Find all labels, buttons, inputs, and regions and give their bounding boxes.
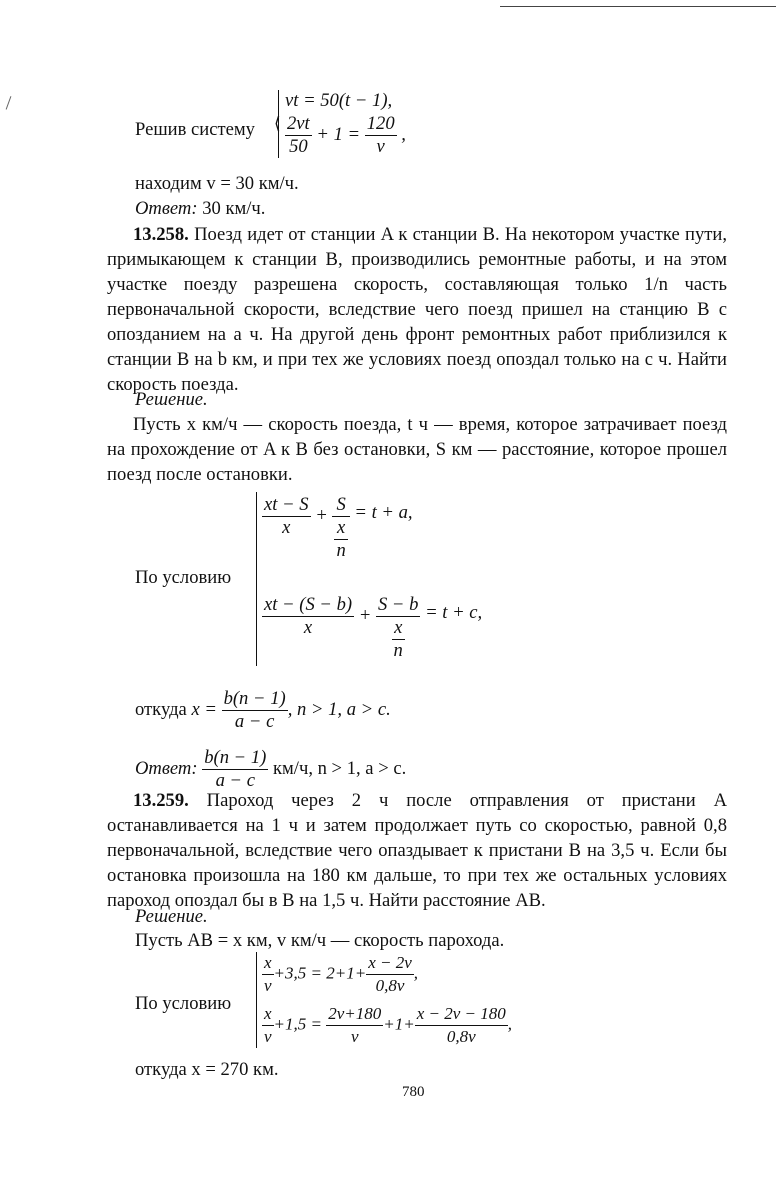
margin-mark xyxy=(6,96,13,110)
let-line: Пусть AB = x км, v км/ч — скорость парохода. xyxy=(135,930,505,951)
result-259: откуда x = 270 км. xyxy=(135,1059,279,1080)
equation-2: $\frac{2vt}{50}$ + 1 = $\frac{120}{v}$ , xyxy=(287,113,406,157)
top-rule xyxy=(500,6,776,7)
solution-text: Пусть x км/ч — скорость поезда, t ч — время, которое затрачивает поезд на прохождение от A к B без остановки, S км — расстояние, которое прошел поезд после остановки. xyxy=(107,414,727,485)
found-value: находим v = 30 км/ч. xyxy=(135,173,299,194)
system-lead: Решив систему xyxy=(135,119,255,140)
solution-label-259: Решение. xyxy=(135,906,208,927)
system-equation-1: $\frac{xt - S}{x}$ + $\frac{S}{\frac{x}{n}}$ = t + a, xyxy=(264,494,413,561)
system-259-eq2: $\frac{x}{v}$ +1,5 = $\frac{2v+180}{v}$ +1+ $\frac{x - 2v - 180}{0,8v}$ , xyxy=(264,1004,513,1046)
system-brace-259 xyxy=(256,952,257,1048)
problem-259: 13.259. Пароход через 2 ч после отправления от пристани A останавливается на 1 ч и затем продолжает путь со скоростью, равной 0,8 первоначальной, вследствие чего опаздывает к пристани B на 3,5 ч. Если бы остановка произошла на 180 км дальше, то при тех же остальных условиях пароход опоздал бы в B на 1,5 ч. Найти расстояние AB. xyxy=(107,790,727,911)
problem-258: 13.258. Поезд идет от станции A к станции B. На некотором участке пути, примыкающем к станции B, производились ремонтные работы, и на этом участке поезду разрешена скорость, составляющая только 1/n часть первоначальной скорости, вследствие чего поезд пришел на станцию B с опозданием на a ч. На другой день фронт ремонтных работ приблизился к станции B на b км, и при тех же условиях поезд опоздал только на c ч. Найти скорость поезда. xyxy=(107,224,727,395)
solution-label: Решение. xyxy=(135,389,208,410)
answer-258: Ответ: $\frac{b(n - 1)}{a - c}$ км/ч, n > 1, a > c. xyxy=(135,747,407,791)
system-equation-2: $\frac{xt - (S - b)}{x}$ + $\frac{S - b}{\frac{x}{n}}$ = t + c, xyxy=(264,594,483,661)
system-259-eq1: $\frac{x}{v}$ +3,5 = 2+1+ $\frac{x - 2v}{0,8v}$ , xyxy=(264,953,418,995)
system-brace xyxy=(256,492,257,666)
condition-label-259: По условию xyxy=(135,993,232,1014)
whence-line: откуда x = $\frac{b(n - 1)}{a - c}$ , n > 1, a > c. xyxy=(135,688,391,732)
equation-1: vt = 50(t − 1), xyxy=(285,90,393,111)
answer-line: Ответ: 30 км/ч. xyxy=(135,198,266,219)
condition-label: По условию xyxy=(135,567,232,588)
brace-tip: ⟨ xyxy=(274,114,281,133)
page-number: 780 xyxy=(402,1084,425,1100)
